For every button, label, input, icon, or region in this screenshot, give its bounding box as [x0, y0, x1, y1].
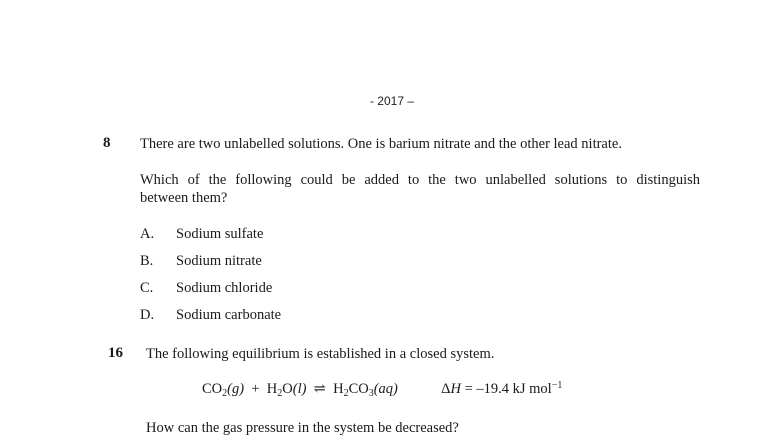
co2-formula: $CO_2(g)$: [202, 381, 245, 399]
equilibrium-arrow-icon: ⇌: [313, 381, 326, 397]
question-8-prompt-line-2: between them?: [140, 190, 228, 206]
question-8-intro: There are two unlabelled solutions. One is barium nitrate and the other lead nitrate.: [140, 136, 622, 152]
question-16-intro: The following equilibrium is established in a closed system.: [146, 346, 495, 362]
enthalpy-change: ΔH = –19.4 kJ mol$^{-1}$: [441, 380, 563, 397]
h2o-formula: $H_2O(l)$: [266, 381, 307, 399]
option-b-text: Sodium nitrate: [176, 253, 262, 269]
question-8-number: 8: [103, 135, 111, 151]
question-16-number: 16: [108, 345, 123, 361]
option-b-letter: B.: [140, 253, 154, 269]
page-header: - 2017 –: [369, 94, 415, 108]
option-b: [140, 252, 440, 270]
option-a: [140, 225, 440, 243]
plus-sign: +: [251, 381, 260, 397]
equilibrium-equation: [202, 380, 562, 399]
option-d: [140, 306, 440, 324]
question-8-prompt-line-1: Which of the following could be added to the two unlabelled solutions to distinguish: [140, 172, 700, 188]
option-c: [140, 279, 440, 297]
option-a-letter: A.: [140, 226, 155, 242]
h2co3-formula: $H_2CO_3(aq)$: [333, 381, 398, 399]
option-d-text: Sodium carbonate: [176, 307, 282, 323]
option-a-text: Sodium sulfate: [176, 226, 264, 242]
option-d-letter: D.: [140, 307, 155, 323]
option-c-letter: C.: [140, 280, 154, 296]
question-8-prompt: [140, 171, 700, 207]
option-c-text: Sodium chloride: [176, 280, 273, 296]
question-16-prompt: How can the gas pressure in the system be decreased?: [146, 420, 459, 436]
